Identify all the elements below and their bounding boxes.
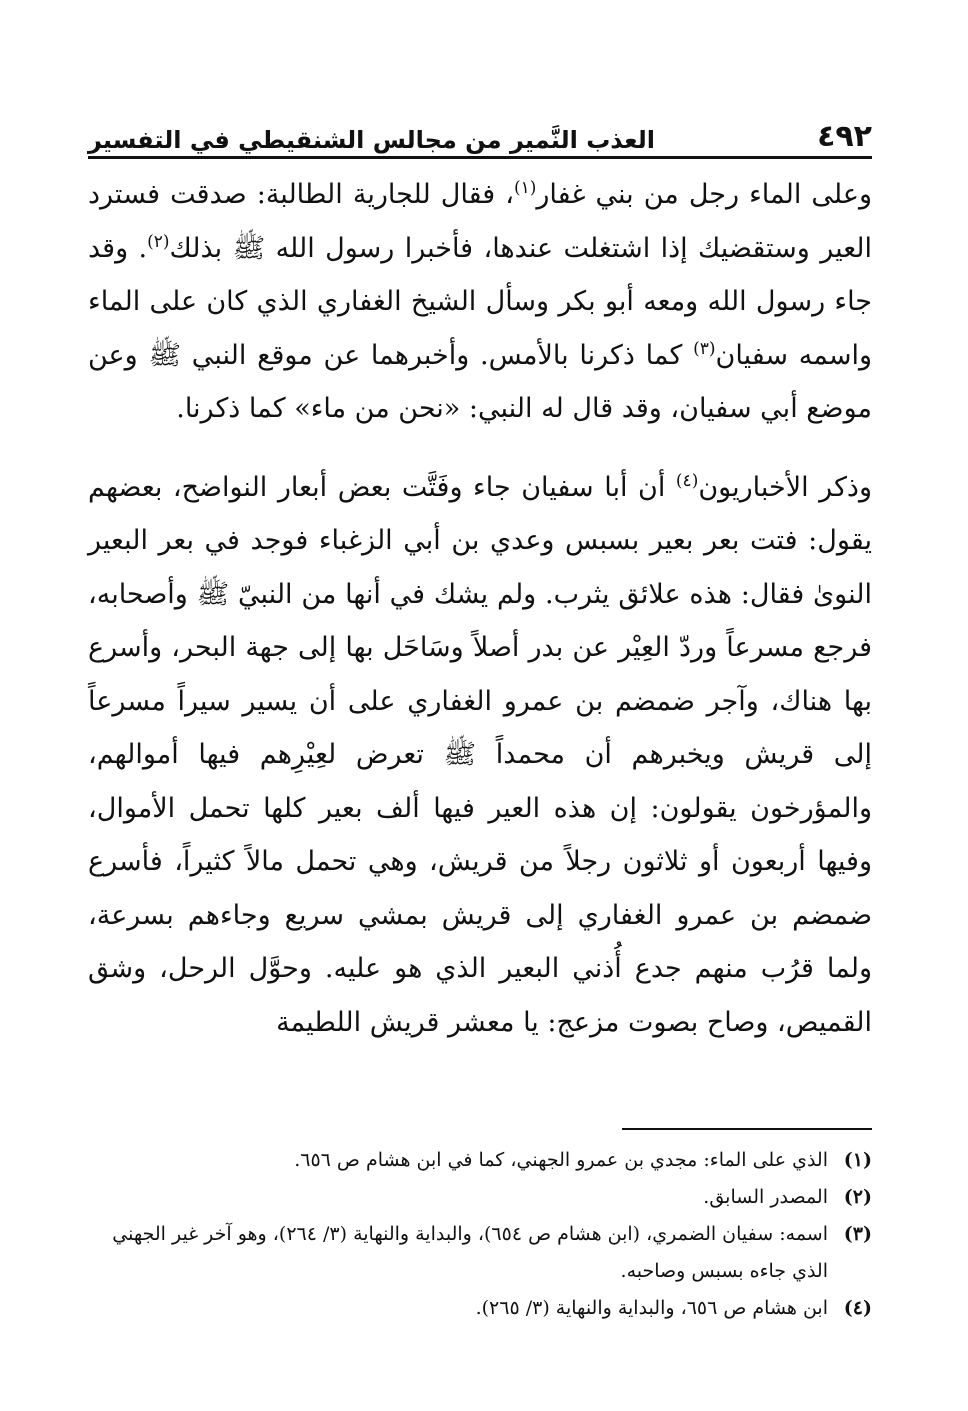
footnote-reference: (٤) xyxy=(675,470,699,491)
footnote-number: (١) xyxy=(843,1149,872,1171)
footnote-reference: (٣) xyxy=(693,338,716,359)
running-title: العذب النَّمير من مجالس الشنقيطي في التفسير xyxy=(88,126,655,154)
text-segment: ، فقال للجارية الطالبة: صدقت فسترد العير وستقضيك إذا اشتغلت عندها، فأخبرا رسول الله ﷺ بذلك xyxy=(88,179,872,264)
text-segment: أن أبا سفيان جاء وفَتَّت بعض أبعار النواضح، بعضهم يقول: فتت بعر بعير بسبس وعدي بن أبي الزغباء فوجد في بعر البعير النوىٰ فقال: هذه علائق يثرب. ولم يشك في أنها من النبيّ ﷺ وأصحابه، فرجع مسرعاً وردّ العِيْر عن بدر أصلاً وسَاحَل بها إلى جهة البحر، وأسرع بها هناك، وآجر ضمضم بن عمرو الغفاري على أن يسير سيراً مسرعاً إلى قريش ويخبرهم أن محمداً ﷺ تعرض لعِيْرِهم فيها أموالهم، والمؤرخون يقولون: إن هذه العير فيها ألف بعير كلها تحمل الأموال، وفيها أربعون أو ثلاثون رجلاً من قريش، وهي تحمل مالاً كثيراً، فأسرع ضمضم بن عمرو الغفاري إلى قريش بمشي سريع وجاءهم بسرعة، ولما قرُب منهم جدع أُذني البعير الذي هو عليه. وحوَّل الرحل، وشق القميص، وصاح بصوت مزعج: يا معشر قريش اللطيمة xyxy=(88,471,872,1038)
main-text xyxy=(88,168,872,1049)
paragraph xyxy=(88,168,872,436)
footnote-text: المصدر السابق. xyxy=(703,1186,828,1208)
footnote xyxy=(88,1142,872,1179)
page-header xyxy=(88,100,872,159)
text-segment: . وقد جاء رسول الله ومعه أبو بكر وسأل الشيخ الغفاري الذي كان على الماء واسمه سفيان xyxy=(88,232,872,371)
paragraph xyxy=(88,461,872,1050)
text-segment: وذكر الأخباريون xyxy=(698,471,872,503)
footnotes xyxy=(88,1142,872,1327)
footnote-number: (٣) xyxy=(843,1223,872,1245)
footnote-number: (٢) xyxy=(843,1186,872,1208)
footnote-text: ابن هشام ص ٦٥٦، والبداية والنهاية (٣/ ٢٦٥). xyxy=(475,1297,828,1319)
footnote xyxy=(88,1216,872,1290)
footnote-text: الذي على الماء: مجدي بن عمرو الجهني، كما في ابن هشام ص ٦٥٦. xyxy=(294,1149,828,1171)
footnote-text: اسمه: سفيان الضمري، (ابن هشام ص ٦٥٤)، والبداية والنهاية (٣/ ٢٦٤)، وهو آخر غير الجهني الذي جاءه بسبس وصاحبه. xyxy=(112,1223,828,1282)
footnote-separator xyxy=(622,1128,872,1130)
page-number: ٤٩٢ xyxy=(817,119,872,154)
text-segment: كما ذكرنا بالأمس. وأخبرهما عن موقع النبي ﷺ وعن موضع أبي سفيان، وقد قال له النبي: «نحن من ماء» كما ذكرنا. xyxy=(88,339,872,424)
footnote-reference: (١) xyxy=(513,178,537,198)
footnote xyxy=(88,1290,872,1327)
footnote xyxy=(88,1179,872,1216)
text-segment: وعلى الماء رجل من بني غفار xyxy=(536,179,873,210)
footnote-number: (٤) xyxy=(843,1297,872,1319)
footnote-reference: (٢) xyxy=(147,231,170,252)
